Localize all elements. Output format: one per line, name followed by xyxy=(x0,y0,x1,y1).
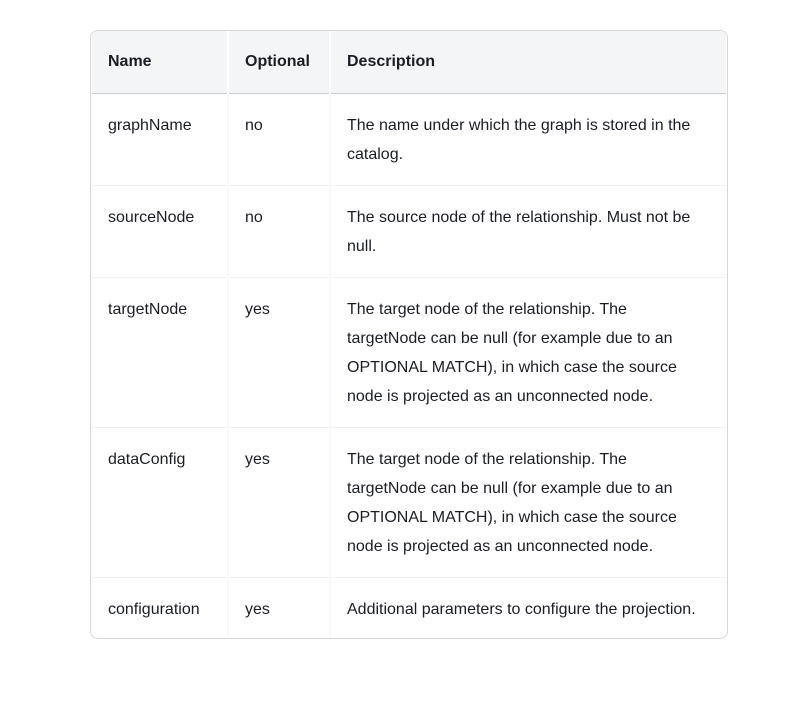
parameters-table xyxy=(92,31,726,638)
table-header xyxy=(92,31,726,94)
parameters-table-container xyxy=(90,30,728,639)
header-description: Description xyxy=(330,31,726,94)
cell-name: sourceNode xyxy=(92,186,228,278)
cell-name: graphName xyxy=(92,94,228,186)
cell-optional: no xyxy=(228,186,330,278)
table-row xyxy=(92,94,726,186)
cell-optional: yes xyxy=(228,428,330,578)
cell-name: dataConfig xyxy=(92,428,228,578)
cell-name: configuration xyxy=(92,578,228,639)
cell-optional: yes xyxy=(228,578,330,639)
header-row xyxy=(92,31,726,94)
table-row xyxy=(92,578,726,639)
table-row xyxy=(92,428,726,578)
cell-name: targetNode xyxy=(92,278,228,428)
cell-description: The target node of the relationship. The targetNode can be null (for example due to an OPTIONAL MATCH), in which case the source node is projected as an unconnected node. xyxy=(330,278,726,428)
table-row xyxy=(92,278,726,428)
cell-description: Additional parameters to configure the projection. xyxy=(347,601,696,618)
table-body xyxy=(92,94,726,639)
header-optional: Optional xyxy=(228,31,330,94)
cell-description: The source node of the relationship. Must not be null. xyxy=(330,186,726,278)
cell-description: The name under which the graph is stored in the catalog. xyxy=(330,94,726,186)
header-name: Name xyxy=(92,31,228,94)
table-row xyxy=(92,186,726,278)
cell-optional: no xyxy=(228,94,330,186)
cell-optional: yes xyxy=(228,278,330,428)
cell-description: The target node of the relationship. The targetNode can be null (for example due to an OPTIONAL MATCH), in which case the source node is projected as an unconnected node. xyxy=(330,428,726,578)
